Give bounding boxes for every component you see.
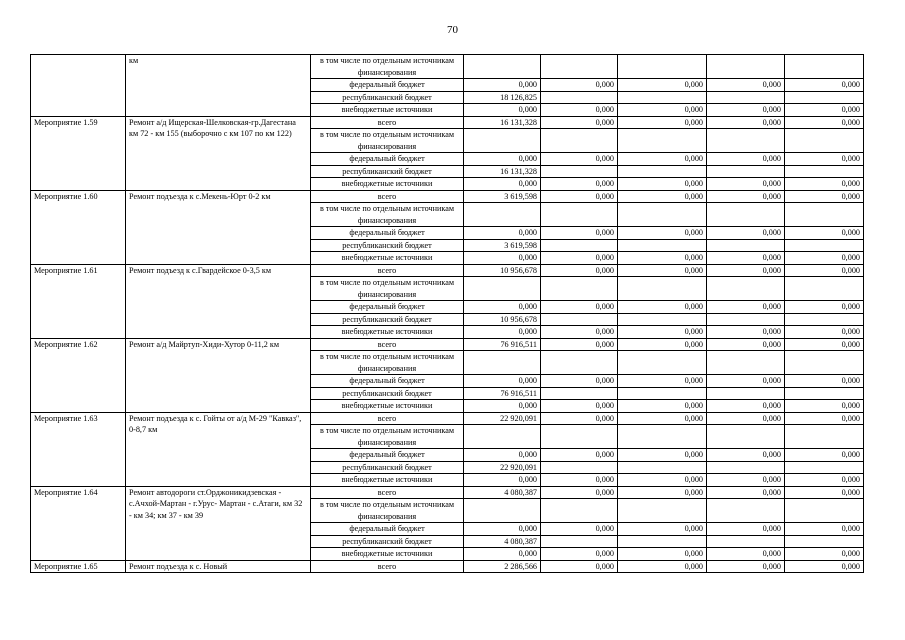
value-cell bbox=[785, 535, 864, 548]
value-cell bbox=[618, 203, 707, 227]
funding-source: всего bbox=[311, 560, 464, 573]
value-cell bbox=[707, 313, 785, 326]
value-cell bbox=[464, 55, 541, 79]
value-cell bbox=[618, 535, 707, 548]
funding-source: в том числе по отдельным источникам финансирования bbox=[311, 277, 464, 301]
measure-description: Ремонт автодороги ст.Орджоникидзевская - с.Ачхой-Мартан - г.Урус- Мартан - с.Атаги, км 32 - км 34; км 37 - км 39 bbox=[126, 486, 311, 560]
value-cell: 0,000 bbox=[785, 264, 864, 277]
value-cell bbox=[707, 129, 785, 153]
page-number: 70 bbox=[447, 24, 458, 36]
measure-code: Мероприятие 1.64 bbox=[31, 486, 126, 560]
value-cell: 0,000 bbox=[707, 400, 785, 413]
value-cell: 0,000 bbox=[541, 301, 618, 314]
value-cell bbox=[707, 387, 785, 400]
value-cell: 0,000 bbox=[707, 116, 785, 129]
funding-source: республиканский бюджет bbox=[311, 387, 464, 400]
value-cell: 16 131,328 bbox=[464, 116, 541, 129]
value-cell bbox=[785, 387, 864, 400]
value-cell: 0,000 bbox=[707, 375, 785, 388]
value-cell: 0,000 bbox=[618, 190, 707, 203]
value-cell: 0,000 bbox=[618, 301, 707, 314]
table-row bbox=[31, 190, 864, 203]
value-cell: 0,000 bbox=[707, 412, 785, 425]
value-cell: 0,000 bbox=[785, 338, 864, 351]
funding-source: в том числе по отдельным источникам финансирования bbox=[311, 499, 464, 523]
value-cell bbox=[618, 277, 707, 301]
value-cell bbox=[618, 239, 707, 252]
funding-source: федеральный бюджет bbox=[311, 449, 464, 462]
funding-source: республиканский бюджет bbox=[311, 239, 464, 252]
value-cell: 0,000 bbox=[464, 79, 541, 92]
funding-source: внебюджетные источники bbox=[311, 400, 464, 413]
value-cell bbox=[464, 203, 541, 227]
measure-description: Ремонт подъезда к с. Гойты от а/д М-29 "Кавказ", 0-8,7 км bbox=[126, 412, 311, 486]
value-cell: 0,000 bbox=[541, 548, 618, 561]
value-cell: 0,000 bbox=[785, 326, 864, 339]
value-cell bbox=[618, 425, 707, 449]
value-cell bbox=[541, 239, 618, 252]
value-cell: 0,000 bbox=[541, 338, 618, 351]
value-cell: 0,000 bbox=[541, 190, 618, 203]
value-cell: 0,000 bbox=[785, 560, 864, 573]
value-cell: 0,000 bbox=[785, 449, 864, 462]
measure-code: Мероприятие 1.65 bbox=[31, 560, 126, 573]
value-cell: 0,000 bbox=[541, 474, 618, 487]
value-cell: 0,000 bbox=[618, 560, 707, 573]
value-cell: 0,000 bbox=[464, 375, 541, 388]
value-cell bbox=[618, 351, 707, 375]
value-cell: 0,000 bbox=[785, 178, 864, 191]
funding-source: федеральный бюджет bbox=[311, 523, 464, 536]
value-cell: 0,000 bbox=[785, 474, 864, 487]
value-cell: 0,000 bbox=[618, 227, 707, 240]
value-cell: 0,000 bbox=[541, 412, 618, 425]
value-cell: 0,000 bbox=[785, 252, 864, 265]
funding-source: в том числе по отдельным источникам финансирования bbox=[311, 203, 464, 227]
value-cell: 0,000 bbox=[541, 375, 618, 388]
value-cell: 0,000 bbox=[464, 449, 541, 462]
value-cell bbox=[541, 55, 618, 79]
value-cell bbox=[541, 91, 618, 104]
value-cell: 0,000 bbox=[618, 178, 707, 191]
value-cell: 0,000 bbox=[707, 190, 785, 203]
funding-source: всего bbox=[311, 116, 464, 129]
funding-source: внебюджетные источники bbox=[311, 178, 464, 191]
measure-description: Ремонт а/д Ищерская-Шелковская-гр.Дагестана км 72 - км 155 (выборочно с км 107 по км 122) bbox=[126, 116, 311, 190]
value-cell: 0,000 bbox=[541, 523, 618, 536]
value-cell: 0,000 bbox=[464, 400, 541, 413]
value-cell: 0,000 bbox=[785, 104, 864, 117]
value-cell bbox=[785, 461, 864, 474]
value-cell: 76 916,511 bbox=[464, 338, 541, 351]
measure-code: Мероприятие 1.60 bbox=[31, 190, 126, 264]
value-cell: 0,000 bbox=[541, 79, 618, 92]
value-cell bbox=[541, 203, 618, 227]
measure-code: Мероприятие 1.59 bbox=[31, 116, 126, 190]
table-row bbox=[31, 412, 864, 425]
value-cell: 0,000 bbox=[541, 104, 618, 117]
value-cell bbox=[541, 425, 618, 449]
value-cell: 0,000 bbox=[785, 548, 864, 561]
value-cell bbox=[618, 461, 707, 474]
value-cell bbox=[707, 277, 785, 301]
value-cell: 0,000 bbox=[541, 326, 618, 339]
value-cell: 0,000 bbox=[785, 375, 864, 388]
funding-source: в том числе по отдельным источникам финансирования bbox=[311, 351, 464, 375]
funding-source: всего bbox=[311, 338, 464, 351]
value-cell bbox=[541, 313, 618, 326]
value-cell: 3 619,598 bbox=[464, 190, 541, 203]
value-cell bbox=[707, 91, 785, 104]
value-cell: 0,000 bbox=[464, 252, 541, 265]
table-row bbox=[31, 264, 864, 277]
value-cell bbox=[618, 165, 707, 178]
measure-description: Ремонт подъезда к с. Новый bbox=[126, 560, 311, 573]
measure-description: км bbox=[126, 55, 311, 117]
value-cell: 0,000 bbox=[618, 375, 707, 388]
table-row bbox=[31, 116, 864, 129]
value-cell bbox=[707, 165, 785, 178]
funding-source: всего bbox=[311, 190, 464, 203]
funding-source: республиканский бюджет bbox=[311, 165, 464, 178]
funding-source: республиканский бюджет bbox=[311, 91, 464, 104]
funding-source: федеральный бюджет bbox=[311, 301, 464, 314]
value-cell: 0,000 bbox=[785, 486, 864, 499]
value-cell: 0,000 bbox=[541, 153, 618, 166]
value-cell: 76 916,511 bbox=[464, 387, 541, 400]
value-cell: 0,000 bbox=[707, 449, 785, 462]
value-cell bbox=[541, 461, 618, 474]
value-cell bbox=[541, 535, 618, 548]
value-cell: 0,000 bbox=[618, 326, 707, 339]
value-cell: 0,000 bbox=[707, 227, 785, 240]
value-cell: 10 956,678 bbox=[464, 313, 541, 326]
value-cell: 22 920,091 bbox=[464, 461, 541, 474]
funding-source: федеральный бюджет bbox=[311, 227, 464, 240]
funding-source: внебюджетные источники bbox=[311, 474, 464, 487]
value-cell: 16 131,328 bbox=[464, 165, 541, 178]
value-cell: 2 286,566 bbox=[464, 560, 541, 573]
value-cell: 0,000 bbox=[618, 79, 707, 92]
table-row bbox=[31, 338, 864, 351]
value-cell bbox=[785, 313, 864, 326]
funding-source: республиканский бюджет bbox=[311, 535, 464, 548]
value-cell bbox=[785, 277, 864, 301]
value-cell: 0,000 bbox=[707, 338, 785, 351]
value-cell: 0,000 bbox=[464, 301, 541, 314]
value-cell: 0,000 bbox=[707, 326, 785, 339]
value-cell: 0,000 bbox=[785, 227, 864, 240]
value-cell: 0,000 bbox=[785, 400, 864, 413]
value-cell bbox=[707, 461, 785, 474]
value-cell: 0,000 bbox=[785, 116, 864, 129]
value-cell bbox=[618, 313, 707, 326]
value-cell: 0,000 bbox=[618, 523, 707, 536]
value-cell: 10 956,678 bbox=[464, 264, 541, 277]
value-cell bbox=[541, 277, 618, 301]
value-cell: 0,000 bbox=[464, 178, 541, 191]
value-cell: 0,000 bbox=[618, 486, 707, 499]
measure-description: Ремонт а/д Майртуп-Хиди-Хутор 0-11,2 км bbox=[126, 338, 311, 412]
value-cell: 0,000 bbox=[464, 548, 541, 561]
value-cell: 0,000 bbox=[707, 104, 785, 117]
value-cell: 0,000 bbox=[541, 486, 618, 499]
value-cell: 22 920,091 bbox=[464, 412, 541, 425]
funding-source: внебюджетные источники bbox=[311, 252, 464, 265]
value-cell: 0,000 bbox=[541, 227, 618, 240]
value-cell: 3 619,598 bbox=[464, 239, 541, 252]
measure-code: Мероприятие 1.62 bbox=[31, 338, 126, 412]
value-cell: 0,000 bbox=[707, 474, 785, 487]
value-cell bbox=[785, 239, 864, 252]
funding-source: федеральный бюджет bbox=[311, 79, 464, 92]
value-cell bbox=[707, 499, 785, 523]
funding-source: внебюджетные источники bbox=[311, 548, 464, 561]
funding-source: федеральный бюджет bbox=[311, 153, 464, 166]
value-cell bbox=[464, 129, 541, 153]
value-cell: 0,000 bbox=[618, 153, 707, 166]
value-cell: 0,000 bbox=[541, 400, 618, 413]
value-cell: 0,000 bbox=[541, 252, 618, 265]
funding-source: в том числе по отдельным источникам финансирования bbox=[311, 425, 464, 449]
value-cell: 0,000 bbox=[707, 178, 785, 191]
value-cell: 0,000 bbox=[707, 252, 785, 265]
value-cell: 0,000 bbox=[707, 548, 785, 561]
funding-source: внебюджетные источники bbox=[311, 326, 464, 339]
measure-code: Мероприятие 1.61 bbox=[31, 264, 126, 338]
value-cell bbox=[541, 387, 618, 400]
value-cell: 0,000 bbox=[785, 190, 864, 203]
value-cell: 0,000 bbox=[464, 104, 541, 117]
value-cell: 0,000 bbox=[618, 548, 707, 561]
value-cell: 4 080,387 bbox=[464, 535, 541, 548]
value-cell bbox=[785, 91, 864, 104]
value-cell: 0,000 bbox=[618, 252, 707, 265]
value-cell bbox=[707, 535, 785, 548]
value-cell: 0,000 bbox=[464, 326, 541, 339]
funding-source: в том числе по отдельным источникам финансирования bbox=[311, 129, 464, 153]
value-cell: 0,000 bbox=[541, 178, 618, 191]
value-cell bbox=[785, 499, 864, 523]
value-cell bbox=[618, 55, 707, 79]
value-cell: 0,000 bbox=[464, 227, 541, 240]
measure-code: Мероприятие 1.63 bbox=[31, 412, 126, 486]
value-cell: 0,000 bbox=[618, 412, 707, 425]
value-cell: 0,000 bbox=[707, 79, 785, 92]
value-cell: 0,000 bbox=[464, 153, 541, 166]
value-cell bbox=[464, 499, 541, 523]
value-cell bbox=[541, 351, 618, 375]
value-cell bbox=[785, 129, 864, 153]
value-cell: 0,000 bbox=[541, 264, 618, 277]
budget-table bbox=[30, 54, 864, 573]
value-cell: 18 126,825 bbox=[464, 91, 541, 104]
value-cell bbox=[785, 203, 864, 227]
table-row bbox=[31, 55, 864, 79]
value-cell bbox=[707, 239, 785, 252]
value-cell: 0,000 bbox=[618, 449, 707, 462]
value-cell: 0,000 bbox=[707, 560, 785, 573]
value-cell: 0,000 bbox=[785, 153, 864, 166]
value-cell: 0,000 bbox=[707, 301, 785, 314]
value-cell bbox=[707, 351, 785, 375]
value-cell bbox=[618, 387, 707, 400]
funding-source: всего bbox=[311, 412, 464, 425]
funding-source: в том числе по отдельным источникам финансирования bbox=[311, 55, 464, 79]
funding-source: всего bbox=[311, 486, 464, 499]
value-cell: 0,000 bbox=[618, 116, 707, 129]
value-cell: 0,000 bbox=[618, 338, 707, 351]
value-cell: 0,000 bbox=[785, 412, 864, 425]
value-cell: 0,000 bbox=[707, 153, 785, 166]
value-cell: 0,000 bbox=[785, 79, 864, 92]
value-cell: 0,000 bbox=[618, 474, 707, 487]
value-cell bbox=[618, 91, 707, 104]
funding-source: республиканский бюджет bbox=[311, 313, 464, 326]
value-cell bbox=[618, 499, 707, 523]
value-cell: 0,000 bbox=[785, 301, 864, 314]
value-cell bbox=[707, 55, 785, 79]
value-cell: 0,000 bbox=[618, 264, 707, 277]
value-cell bbox=[618, 129, 707, 153]
funding-source: внебюджетные источники bbox=[311, 104, 464, 117]
value-cell: 0,000 bbox=[707, 486, 785, 499]
value-cell bbox=[785, 351, 864, 375]
funding-source: республиканский бюджет bbox=[311, 461, 464, 474]
value-cell: 0,000 bbox=[464, 523, 541, 536]
value-cell bbox=[464, 425, 541, 449]
value-cell: 4 080,387 bbox=[464, 486, 541, 499]
measure-description: Ремонт подъезда к с.Мекень-Юрт 0-2 км bbox=[126, 190, 311, 264]
value-cell: 0,000 bbox=[464, 474, 541, 487]
value-cell bbox=[785, 55, 864, 79]
value-cell: 0,000 bbox=[707, 523, 785, 536]
measure-code-cell bbox=[31, 55, 126, 117]
value-cell: 0,000 bbox=[541, 449, 618, 462]
value-cell: 0,000 bbox=[707, 264, 785, 277]
value-cell: 0,000 bbox=[618, 400, 707, 413]
value-cell bbox=[464, 277, 541, 301]
value-cell bbox=[541, 165, 618, 178]
value-cell: 0,000 bbox=[618, 104, 707, 117]
value-cell bbox=[541, 499, 618, 523]
value-cell: 0,000 bbox=[785, 523, 864, 536]
value-cell bbox=[464, 351, 541, 375]
value-cell: 0,000 bbox=[541, 560, 618, 573]
measure-description: Ремонт подъезд к с.Гвардейское 0-3,5 км bbox=[126, 264, 311, 338]
funding-source: федеральный бюджет bbox=[311, 375, 464, 388]
value-cell bbox=[785, 425, 864, 449]
value-cell bbox=[707, 425, 785, 449]
value-cell: 0,000 bbox=[541, 116, 618, 129]
funding-source: всего bbox=[311, 264, 464, 277]
value-cell bbox=[707, 203, 785, 227]
value-cell bbox=[541, 129, 618, 153]
table-row bbox=[31, 560, 864, 573]
value-cell bbox=[785, 165, 864, 178]
table-row bbox=[31, 486, 864, 499]
